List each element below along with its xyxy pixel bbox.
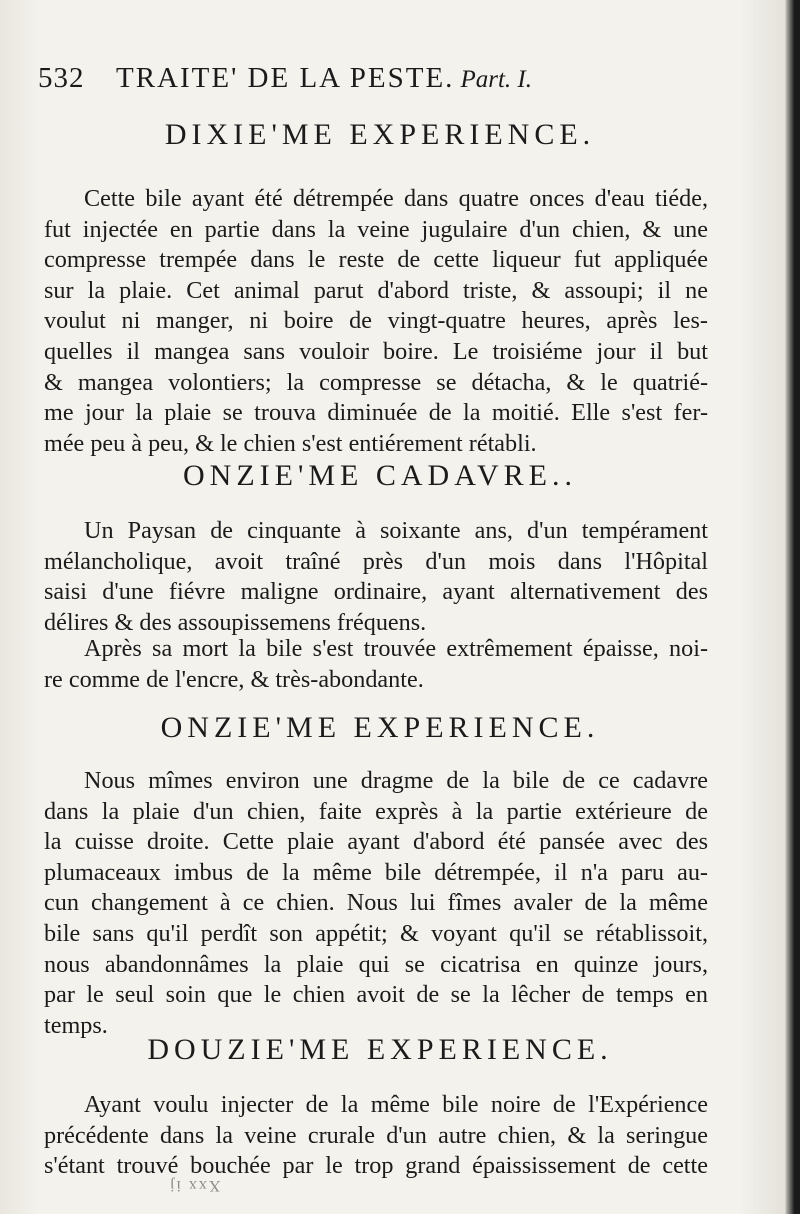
text-line: fut injectée en partie dans la veine jugulaire d'un chien, & une (44, 215, 708, 243)
text-line: Ayant voulu injecter de la même bile noire de l'Expérience (84, 1091, 708, 1118)
part-label: Part. I. (460, 66, 532, 93)
text-line: sur la plaie. Cet animal parut d'abord triste, & assoupi; il ne (44, 276, 708, 304)
running-title: TRAITE' DE LA PESTE. (116, 62, 455, 94)
text-line: délires & des assoupissemens fréquens. (44, 608, 427, 636)
section-heading: DOUZIE'ME EXPERIENCE. (147, 1033, 613, 1066)
text-line: mélancholique, avoit traîné près d'un mois dans l'Hôpital (44, 547, 708, 575)
text-line: compresse trempée dans le reste de cette liqueur fut appliquée (44, 246, 708, 274)
text-line: Après sa mort la bile s'est trouvée extrêmement épaisse, noi- (84, 635, 708, 662)
text-line: Un Paysan de cinquante à soixante ans, d'un tempérament (84, 517, 708, 544)
text-line: mée peu à peu, & le chien s'est entiérement rétabli. (44, 429, 537, 457)
text-line: cun changement à ce chien. Nous lui fîmes avaler de la même (44, 889, 708, 917)
text-line: quelles il mangea sans vouloir boire. Le troisiéme jour il but (44, 337, 708, 365)
text-line: Nous mîmes environ une dragme de la bile de ce cadavre (84, 767, 708, 794)
paragraph (44, 634, 708, 695)
text-line: temps. (44, 1011, 108, 1039)
text-line: me jour la plaie se trouva diminuée de la moitié. Elle s'est fer- (44, 399, 708, 427)
paragraph (44, 1090, 708, 1182)
text-line: nous abandonnâmes la plaie qui se cicatrisa en quinze jours, (44, 950, 708, 978)
paragraph (44, 184, 708, 459)
text-line: plumaceaux imbus de la même bile détrempée, il n'a paru au- (44, 858, 708, 886)
section-heading: ONZIE'ME CADAVRE.. (182, 459, 577, 492)
text-line: saisi d'une fiévre maligne ordinaire, ayant alternativement des (44, 578, 708, 606)
text-line: Cette bile ayant été détrempée dans quatre onces d'eau tiéde, (84, 185, 708, 212)
signature-mark: Xxx ij (168, 1177, 221, 1194)
paragraph (44, 516, 708, 638)
paragraph (44, 766, 708, 1041)
text-line: dans la plaie d'un chien, faite exprès à la partie extérieure de (44, 797, 708, 825)
text-line: par le seul soin que le chien avoit de se la lêcher de temps en (44, 981, 708, 1009)
running-header (38, 62, 718, 95)
page-edge-shadow (786, 0, 800, 1214)
text-line: re comme de l'encre, & très-abondante. (44, 665, 424, 693)
text-line: précédente dans la veine crurale d'un autre chien, & la seringue (44, 1121, 708, 1149)
text-line: bile sans qu'il perdît son appétit; & voyant qu'il se rétablissoit, (44, 919, 708, 947)
section-heading: DIXIE'ME EXPERIENCE. (164, 118, 596, 151)
section-heading: ONZIE'ME EXPERIENCE. (160, 711, 600, 744)
text-line: & mangea volontiers; la compresse se détacha, & le quatrié- (44, 368, 708, 396)
text-line: s'étant trouvé bouchée par le trop grand épaississement de cette (44, 1152, 708, 1180)
text-line: la cuisse droite. Cette plaie ayant d'abord été pansée avec des (44, 828, 708, 856)
text-line: voulut ni manger, ni boire de vingt-quatre heures, après les- (44, 307, 708, 335)
page-number: 532 (38, 62, 85, 94)
